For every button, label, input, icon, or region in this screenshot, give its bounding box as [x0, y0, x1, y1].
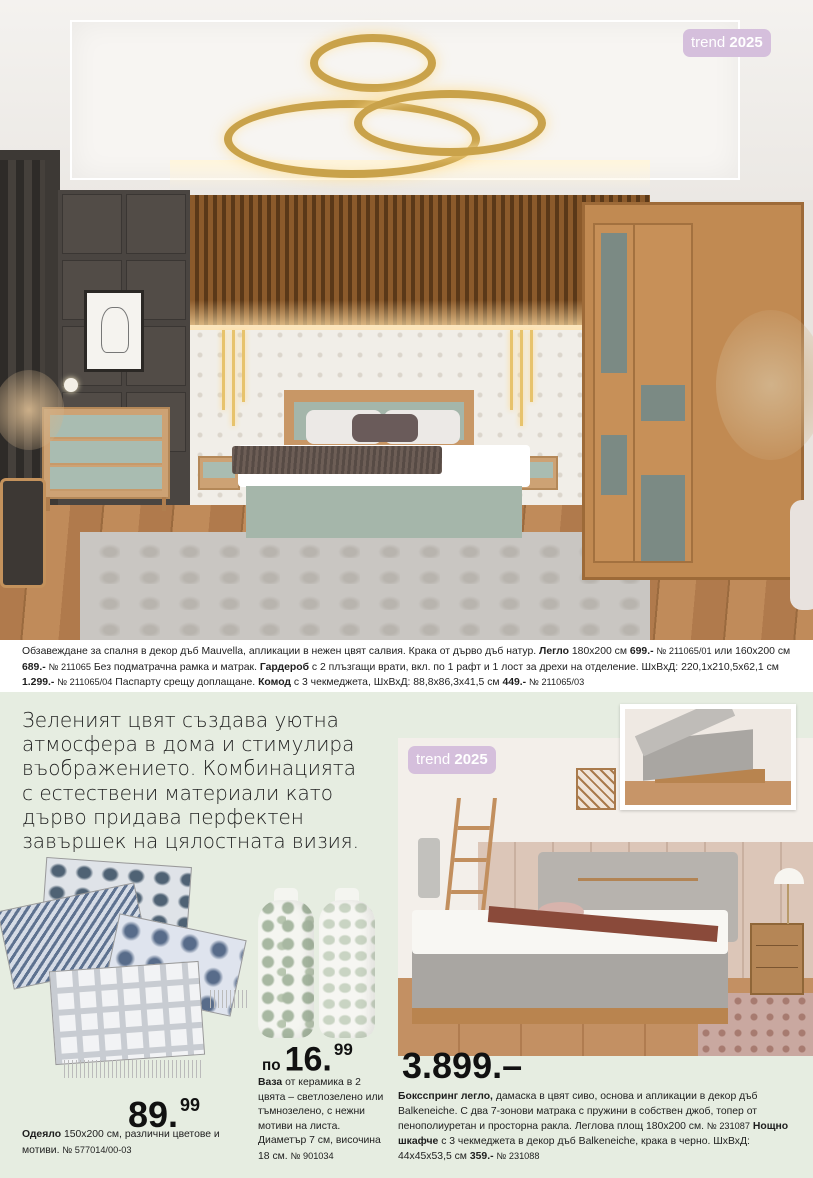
boxspring-article: № 231087	[706, 1121, 750, 1132]
blanket-desc: 150x200 см, различни цветове и мотиви.	[22, 1129, 220, 1156]
boxspring-desc: дамаска в цвят сиво, основа и апликации в декор дъб Balkeneiche. С два 7-зонови матрака с пружини в собствен джоб, топер от пенополиуретан и просторна ракла. Леглова площ 180x200 см.	[398, 1091, 758, 1133]
wall-art-frame	[84, 290, 144, 372]
bed-size-1: 180x200 см	[571, 646, 627, 657]
pendant-light	[530, 330, 533, 402]
wardrobe-panel	[641, 385, 685, 421]
trend-badge-year: 2025	[454, 751, 488, 768]
nightstand-desc: с 3 чекмеджета в декор дъб Balkeneiche, крака в черно. ШхВхД: 44x45x53,5 см	[398, 1135, 750, 1163]
dresser-article: № 211065/03	[529, 677, 585, 688]
headboard-wood-strip	[578, 878, 698, 881]
nightstand-drawer-line	[756, 945, 798, 946]
blanket-price-cents: 99	[180, 1095, 201, 1115]
wall-tile	[126, 194, 186, 254]
pendant-light	[520, 330, 523, 426]
dresser-drawer	[50, 415, 162, 439]
pendant-light	[510, 330, 513, 410]
bed-price-2: 689.-	[22, 661, 46, 673]
nightstand-name: Нощно шкафче	[398, 1121, 789, 1147]
vase-article: № 901034	[290, 1150, 334, 1161]
trend-badge-label: trend	[416, 751, 451, 768]
blanket-article: № 577014/00-03	[62, 1144, 132, 1155]
dresser-drawer	[50, 441, 162, 465]
storage-inset-photo	[620, 704, 796, 810]
bed-size-2: 160x200 см	[735, 646, 791, 657]
wardrobe-label: Гардероб	[259, 661, 309, 673]
inset-floor	[625, 781, 796, 810]
boxspring-name: Боксспринг легло,	[398, 1091, 493, 1102]
bed-note: Без подматрачна рамка и матрак.	[93, 661, 257, 673]
pendant-light	[232, 330, 235, 426]
vase-price-main: 16.	[284, 1040, 332, 1079]
lamp-stem	[787, 884, 789, 924]
wardrobe-panel	[641, 475, 685, 561]
dresser-label: Комод	[258, 677, 292, 689]
ring-chandelier-right	[354, 90, 546, 156]
vase-price-prefix: по	[262, 1057, 281, 1075]
blanket-fringe	[210, 990, 250, 1008]
vase-product-image	[319, 900, 375, 1038]
wardrobe-panel	[601, 233, 627, 373]
boxspring-price-value: 3.899.–	[402, 1045, 523, 1086]
boxspring-description	[398, 1090, 798, 1165]
led-strip-glow	[190, 300, 590, 330]
pendant-light	[222, 330, 225, 410]
wall-tile	[62, 194, 122, 254]
bed-price-1: 699.-	[629, 646, 654, 657]
wardrobe-price: 1.299.-	[22, 677, 55, 689]
trend-badge-label: trend	[691, 34, 726, 51]
wardrobe-door	[633, 223, 693, 563]
bed-label: Легло	[539, 646, 569, 657]
bed-base	[246, 486, 522, 538]
wardrobe-panel	[601, 435, 627, 495]
rug	[80, 532, 650, 640]
dresser-price: 449.-	[502, 677, 527, 689]
nightstand-drawer	[203, 462, 235, 478]
armchair	[0, 478, 46, 588]
blanket-price-main: 89.	[128, 1094, 179, 1136]
hanging-coat	[418, 838, 440, 898]
wardrobe-article: № 211065/04	[57, 677, 113, 688]
dresser-desc: с 3 чекмеджета, ШхВхД: 88,8x86,3x41,5 см	[293, 677, 500, 689]
nightstand-article: № 231088	[496, 1151, 540, 1162]
passepartout-note: Паспарту срещу доплащане.	[115, 677, 256, 689]
blanket-name: Одеяло	[22, 1129, 62, 1140]
dresser-drawer	[50, 467, 162, 491]
floor-vase	[790, 500, 813, 610]
wardrobe-dims: ШхВхД: 220,1x210,5x62,1 см	[641, 661, 779, 673]
blanket-product-image	[49, 961, 205, 1065]
trend-badge	[683, 29, 771, 57]
boxspring-wood-plinth	[412, 1008, 728, 1024]
vase-description	[258, 1076, 388, 1165]
pillow-accent	[352, 414, 418, 442]
bed-article-2: № 211065	[48, 661, 91, 672]
vase-desc: от керамика в 2 цвята – светлозелено или тъмнозелено, с нежни мотиви на листа. Диаметър 7 см, височина 18 см.	[258, 1077, 384, 1162]
pendant-light	[242, 330, 245, 402]
nightstand-drawer-line	[756, 967, 798, 968]
nightstand-product	[750, 923, 804, 995]
bedroom-caption	[0, 640, 813, 692]
caption-or: или	[714, 646, 733, 657]
ring-chandelier-small	[310, 34, 436, 92]
blanket-fringe	[64, 1060, 204, 1078]
boxspring-price	[402, 1046, 522, 1086]
boxspring-wall-art	[576, 768, 616, 810]
vase-price-cents: 99	[333, 1040, 353, 1059]
blanket-price	[128, 1086, 200, 1134]
trend-badge-year: 2025	[729, 34, 763, 51]
bed-throw	[232, 446, 442, 474]
vase-name: Ваза	[258, 1077, 283, 1088]
caption-intro: Обзавеждане за спалня в декор дъб Mauvella, апликации в нежен цвят салвия. Крака от дърво дъб натур.	[22, 646, 537, 657]
dresser-leg	[46, 497, 50, 511]
lead-text: Зеленият цвят създава уютна атмосфера в дома и стимулира въображението. Комбинацията с естествени материали като дърво придава перфектен завършек на цялостната визия.	[22, 708, 360, 854]
wardrobe-door	[593, 223, 635, 563]
nightstand-price: 359.-	[469, 1151, 494, 1163]
table-lamp	[64, 378, 78, 392]
wall-art-sketch	[101, 307, 129, 353]
blanket-description	[22, 1128, 242, 1158]
trend-badge	[408, 746, 496, 774]
vase-product-image	[258, 900, 314, 1038]
dresser-leg	[162, 497, 166, 511]
bed-article-1: № 211065/01	[656, 646, 712, 656]
wardrobe-desc: с 2 плъзгащи врати, вкл. по 1 рафт и 1 лост за дрехи на отделение.	[311, 661, 639, 673]
